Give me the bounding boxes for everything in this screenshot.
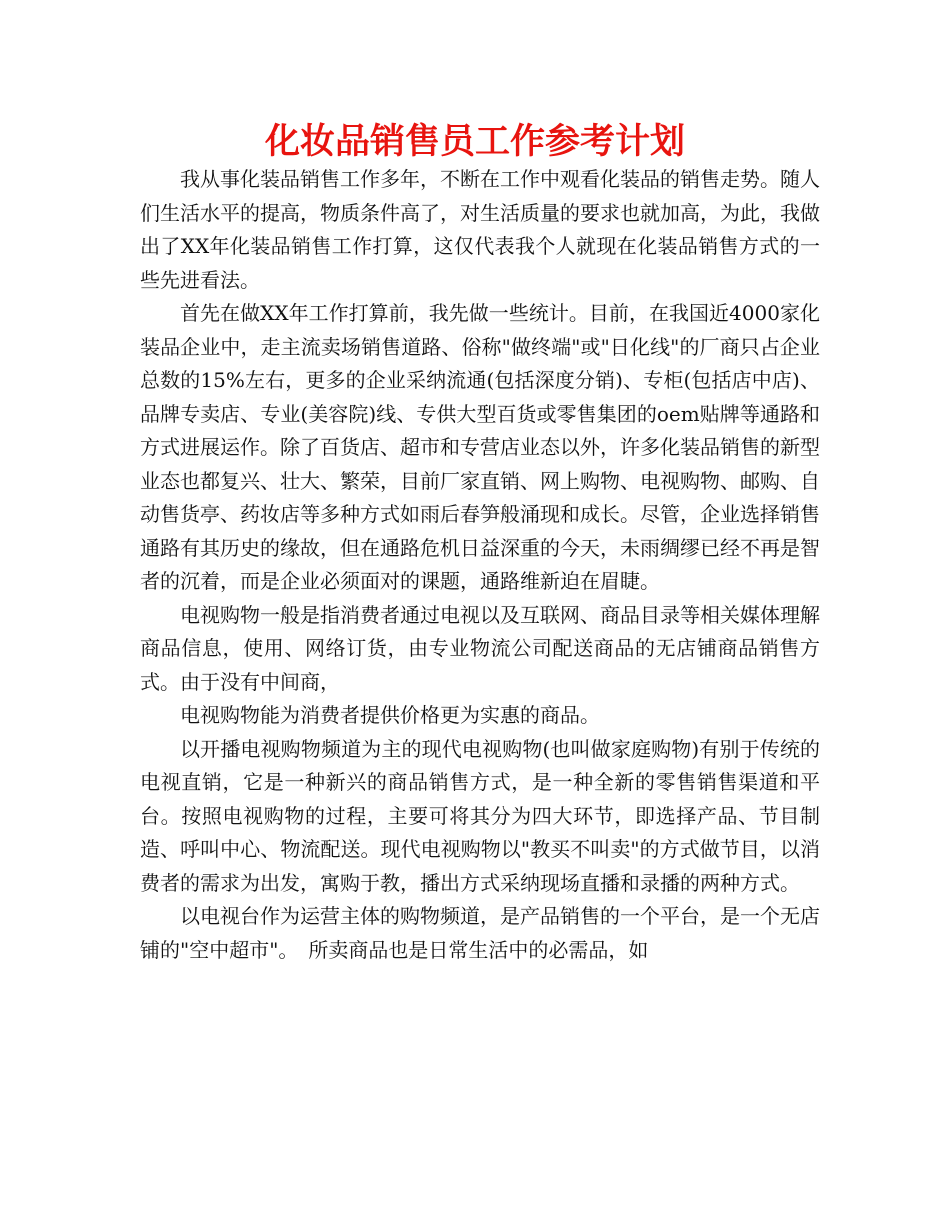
paragraph-3: 电视购物一般是指消费者通过电视以及互联网、商品目录等相关媒体理解商品信息，使用、网络订货，由专业物流公司配送商品的无店铺商品销售方式。由于没有中间商，: [140, 602, 820, 694]
paragraph-6: 以电视台作为运营主体的购物频道，是产品销售的一个平台，是一个无店铺的"空中超市"。 所卖商品也是日常生活中的必需品，如: [140, 904, 820, 962]
paragraph-2: 首先在做XX年工作打算前，我先做一些统计。目前，在我国近4000家化装品企业中，走主流卖场销售道路、俗称"做终端"或"日化线"的厂商只占企业总数的15%左右，更多的企业采纳流通(包括深度分销)、专柜(包括店中店)、品牌专卖店、专业(美容院)线、专供大型百货或零售集团的oem贴牌等通路和方式进展运作。除了百货店、超市和专营店业态以外，许多化装品销售的新型业态也都复兴、壮大、繁荣，目前厂家直销、网上购物、电视购物、邮购、自动售货亭、药妆店等多种方式如雨后春笋般涌现和成长。尽管，企业选择销售通路有其历史的缘故，但在通路危机日益深重的今天，未雨绸缪已经不再是智者的沉着，而是企业必须面对的课题，通路维新迫在眉睫。: [140, 301, 820, 593]
page-title: 化妆品销售员工作参考计划: [264, 122, 685, 162]
document-body: [140, 163, 820, 967]
paragraph-1: 我从事化装品销售工作多年，不断在工作中观看化装品的销售走势。随人们生活水平的提高，物质条件高了，对生活质量的要求也就加高，为此，我做出了XX年化装品销售工作打算，这仅代表我个人就现在化装品销售方式的一些先进看法。: [140, 167, 820, 292]
paragraph-5: 以开播电视购物频道为主的现代电视购物(也叫做家庭购物)有别于传统的电视直销，它是一种新兴的商品销售方式，是一种全新的零售销售渠道和平台。按照电视购物的过程，主要可将其分为四大环节，即选择产品、节目制造、呼叫中心、物流配送。现代电视购物以"教买不叫卖"的方式做节目，以消费者的需求为出发，寓购于教，播出方式采纳现场直播和录播的两种方式。: [140, 736, 820, 895]
paragraph-4: 电视购物能为消费者提供价格更为实惠的商品。: [180, 703, 600, 727]
